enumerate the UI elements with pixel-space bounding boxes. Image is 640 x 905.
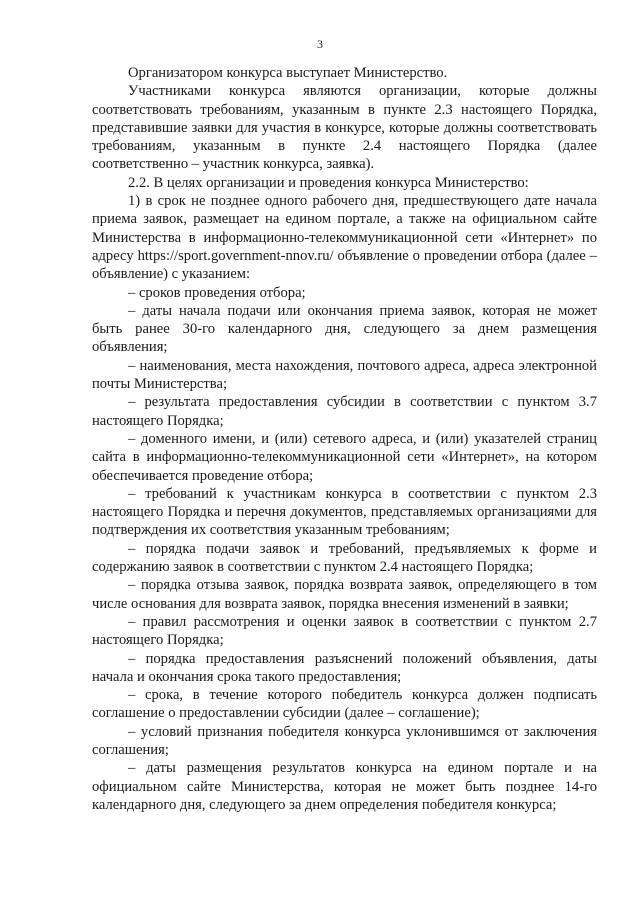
list-item-participant-requirements: – требований к участникам конкурса в соответствии с пунктом 2.3 настоящего Порядка и перечня документов, представляемых организациями для подтверждения их соответствия указанным требованиям; bbox=[92, 485, 597, 539]
list-item-review-rules: – правил рассмотрения и оценки заявок в соответствии с пунктом 2.7 настоящего Порядка; bbox=[92, 613, 597, 649]
list-item-clarifications: – порядка предоставления разъяснений положений объявления, даты начала и окончания срока такого предоставления; bbox=[92, 650, 597, 685]
paragraph-section-2-2: 2.2. В целях организации и проведения конкурса Министерство: bbox=[128, 174, 529, 191]
list-item-application-dates: – даты начала подачи или окончания приема заявок, которая не может быть ранее 30-го календарного дня, следующего за днем размещения объявления; bbox=[92, 302, 597, 356]
list-item-results-publication: – даты размещения результатов конкурса на едином портале и на официальном сайте Министерства, которая не может быть позднее 14-го календарного дня, следующего за днем определения победителя конкурса; bbox=[92, 760, 597, 813]
list-item-withdrawal-procedure: – порядка отзыва заявок, порядка возврата заявок, определяющего в том числе основания для возврата заявок, порядка внесения изменений в заявки; bbox=[92, 577, 597, 612]
list-item-agreement-deadline: – срока, в течение которого победитель конкурса должен подписать соглашение о предоставлении субсидии (далее – соглашение); bbox=[92, 687, 597, 722]
list-item-selection-period: – сроков проведения отбора; bbox=[128, 284, 306, 301]
list-item-domain-name: – доменного имени, и (или) сетевого адреса, и (или) указателей страниц сайта в информационно-телекоммуникационной сети «Интернет», на котором обеспечивается проведение отбора; bbox=[92, 430, 597, 484]
list-item-subsidy-result: – результата предоставления субсидии в соответствии с пунктом 3.7 настоящего Порядка; bbox=[92, 394, 597, 429]
list-item-evasion-conditions: – условий признания победителя конкурса уклонившимся от заключения соглашения; bbox=[92, 723, 597, 758]
list-item-ministry-contacts: – наименования, места нахождения, почтового адреса, адреса электронной почты Министерства; bbox=[92, 357, 597, 393]
page-number: 3 bbox=[317, 37, 323, 51]
document-body bbox=[92, 64, 597, 814]
paragraph-item-1: 1) в срок не позднее одного рабочего дня, предшествующего дате начала приема заявок, размещает на едином портале, а также на официальном сайте Министерства в информационно-телекоммуникационной сети «Интернет» по адресу https://sport.government-nnov.ru/ объявление о проведении отбора (далее – объявление) с указанием: bbox=[92, 193, 597, 283]
list-item-submission-procedure: – порядка подачи заявок и требований, предъявляемых к форме и содержанию заявок в соответствии с пунктом 2.4 настоящего Порядка; bbox=[92, 540, 597, 576]
paragraph-participants: Участниками конкурса являются организации, которые должны соответствовать требованиям, указанным в пункте 2.3 настоящего Порядка, представившие заявки для участия в конкурсе, которые должны соответствовать требованиям, указанным в пункте 2.4 настоящего Порядка (далее соответственно – участник конкурса, заявка). bbox=[92, 83, 597, 173]
paragraph-organizer: Организатором конкурса выступает Министерство. bbox=[128, 65, 448, 81]
